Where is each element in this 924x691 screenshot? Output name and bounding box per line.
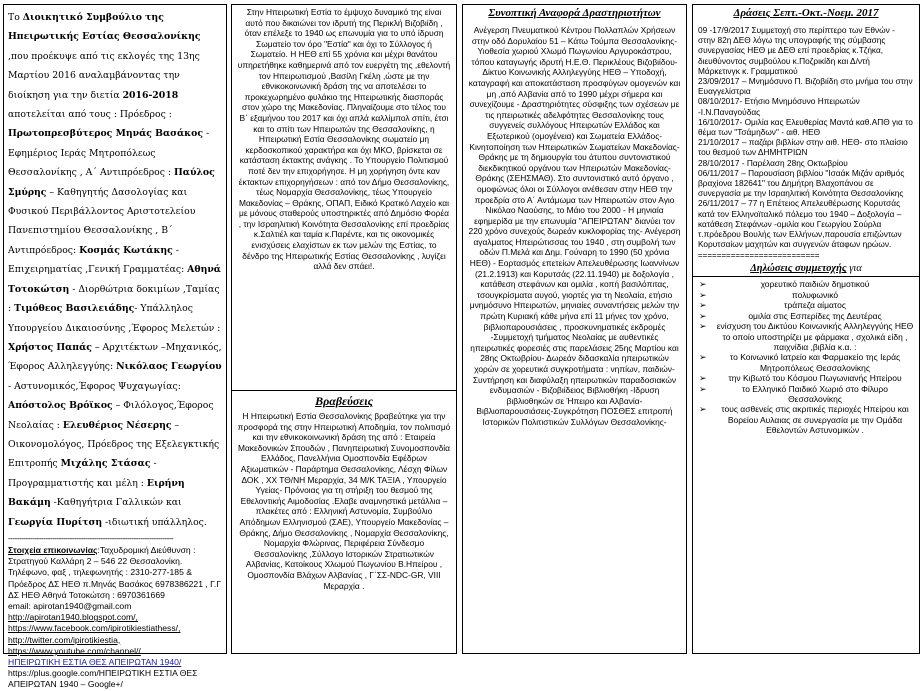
intro-text: ,που προέκυψε από τις εκλογές της 13ης Μαρτίου 2016 αναλαμβάνοντας την διοίκηση για την διετία xyxy=(8,50,200,101)
contact-email[interactable]: email: apirotan1940@gmail.com xyxy=(8,600,132,611)
declaration-item: ➢ τους ασθενείς στις ακριτικές περιοχές Ηπείρου και Βορείου Αυλαιας σε συνεργασία με την Ομάδα Εθελοντών Αστυνομικών . xyxy=(697,404,915,435)
member-name: Ελευθέριος Νέσερης xyxy=(62,419,172,431)
event-item: 21/10/2017 – παζάρι βιβλίων στην αιθ. ΗΕΘ- στο πλαίσιο του θεσμού των ΔΗΜΗΤΡΙΩΝ xyxy=(698,137,908,158)
member-name: Ειρήνη Βακάμη xyxy=(8,477,185,509)
member-desc: - Διορθώτρια δοκιμίων ,Ταμίας : xyxy=(8,283,220,315)
events-column xyxy=(692,4,920,654)
board-column xyxy=(3,4,227,690)
event-item: 26/11/2017 – 77 η Επέτειος Απελευθέρωσης Κορυτσάς κατά τον Ελληνοϊταλικό πόλεμο του 1940 – Δοξολογία – κατάθεση Στεφάνων -ομιλία κου Γεωργίου Σούρλα τ.πρόεδρου Βουλής των Ελλήνων,παρουσία επιζώντων Κορυτσαίων μαχητών και συγγενών άταφων ηρώων. xyxy=(698,198,902,250)
member-name: Τιμόθεος Βασιλειάδης xyxy=(14,303,135,315)
youtube-channel-link[interactable]: ΗΠΕΙΡΩΤΙΚΗ ΕΣΤΙΑ ΘΕΣ ΑΠΕΙΡΩΤΑΝ 1940/ xyxy=(8,657,182,667)
member-name: Χρήστος Παπάς xyxy=(8,341,92,353)
event-item: 16/10/2017- Ομιλία κας Ελευθερίας Μαντά καθ.ΑΠΘ για το θέμα των "Τσάμηδων" - αιθ. ΗΕΘ xyxy=(698,116,913,138)
member-name: Μιχάλης Στάσας xyxy=(60,458,151,470)
declaration-item: ➢ ενίσχυση του Δικτύου Κοινωνικής Αλληλεγγύης ΗΕΘ το οποίο υποστηρίζει με φάρμακα , σχολικά είδη , παιχνίδια ,βιβλία κ.α. : xyxy=(697,321,915,352)
google-plus-link[interactable]: https://plus.google.com/ΗΠΕΙΡΩΤΙΚΗ ΕΣΤΙΑ ΘΕΣ ΑΠΕΙΡΩΤΑΝ 1940 – Google+/ xyxy=(8,668,198,690)
member-name: Πρωτοπρεσβύτερος Μηνάς Βασάκος xyxy=(8,128,203,140)
awards-text: Η Ηπειρωτική Εστία Θεσσαλονίκης βραβεύτηκε για την προσφορά της στην Ηπειρωτική Αποδημία, τον πολιτισμό και την εθνικοκοινωνική δράση της από : Εταιρεία Μακεδονικών Σπουδών , Πανηπειρωτική Συνομοσπονδία Ελλάδος, Πανελλήνια Ομοσπονδία Εφέδρων Αξιωματικών - Παράρτημα Θεσσαλονίκης, Λέσχη Φίλων ΔΟΚ , ΧΧ ΤΘ/ΝΗ Μεραρχία, 34 Μ/Κ ΤΑΞΙΑ , Υπουργείο Υγείας- Πρόνοιας για τη στήριξη του θεσμού της Εθελοντικής Αιμοδοσίας .Ελαβε αναμνηστικά μετάλλια – πλακέτες από : Ελληνική Αστυνομία, Συμβούλιο Απόδημων Ελληνισμού (ΣΑΕ), Υπουργείο Μακεδονίας – Θράκης, Δήμο Θεσσαλονίκης , Νομαρχία Θεσσαλονίκης, Νομαρχία Φλώρινας, Περιφέρεια Σύνδεσμο Θεσσαλονίκης ,Σύλλογο Ιστορικών Στρατιωτικών Αλβανίας, Κατοίκους Χλωμού Πωγωνίου Β.Ηπείρου , Ομοσπονδία Βλάχων Αλβανίας , Γ΄ΣΣ-NDC-GR, VIII Μεραρχία . xyxy=(237,411,451,591)
awards-title: Βραβεύσεις xyxy=(315,394,373,408)
declarations-title-suffix: για xyxy=(846,263,862,275)
member-role: Πρόεδρος : xyxy=(119,109,172,121)
member-desc: - Υπάλληλος Υπουργείου Δικαιοσύνης ,Έφορος Μελετών : xyxy=(8,303,221,334)
divider: --------------------------------------------------------------------------- xyxy=(8,533,174,543)
member-name: Γεωργία Πυρίτση xyxy=(8,516,103,528)
member-desc: - Αστυνομικός,Έφορος Ψυχαγωγίας: xyxy=(8,380,181,392)
member-name: Απόστολος Βρόϊκος xyxy=(8,400,113,412)
activities-column xyxy=(462,4,687,654)
events-list xyxy=(693,23,919,251)
contact-title: Στοιχεία επικοινωνίας xyxy=(8,544,98,555)
facebook-link[interactable]: https://www.facebook.com/ipirotikiestiathess/, xyxy=(8,623,181,634)
declaration-item: ➢ χορευτικό παιδιών δημοτικού xyxy=(697,279,915,289)
declaration-item: ➢ πολυφωνικό xyxy=(697,290,915,300)
declarations-heading xyxy=(693,263,919,274)
member-desc: -Καθηγήτρια Γαλλικών και xyxy=(50,497,182,509)
history-text: Στην Ηπειρωτική Εστία το έμψυχο δυναμικό της είναι αυτό που δικαιώνει τον ιδρυτή της Περικλή Βιζοβιίδη , όταν επέλεξε το 1940 ως επωνυμία για το υπό ίδρυση Σωματείο τον όρο "Εστία" και όχι το Σύλλογος ή Σωματείο. Η ΗΕΘ επί 55 χρόνια και μέχρι θανάτου υπηρετήθηκε καθημερινά από τον ευεργέτη της ,εθελοντή τον Ηπειρωτισμού ,Βασίλη Γκέλη ,ώστε με την εθνικοκοινωνική δράση της να αποτελέσει το προκεχωρημένο φυλάκιο της Ηπειρωτικής διασποράς στον χώρο της Μακεδονίας. Πληναίζουμε στο τέλος του Β΄ εξαμήνου του 2017 και όχι απλά καλλίμπολ σπίτι, έτσι και το σπίτι των Ηπειρωτών της Θεσσαλονίκης, η Ηπειρωτική Εστία Θεσσαλονίκης σωματείο μη κερδοσκοπικού χαρακτήρα και όχι ΜΚΟ, βρίσκεται σε κατάσταση έκτακτης ανάγκης . Το Υπουργείο Πολιτισμού ποτέ δεν την επιχορήγησε. Η μη χορήγηση όντε καν έκτακτων επιχορηγήσεων : από τον Δήμο Θεσσαλονίκης, τέως Νομαρχία Θεσσαλονίκης, τέως Υπουργείο Μακεδονίας – Θράκης, ΟΠΑΠ, Ειδικό Κρατικό Λαχείο και με μόνους σταθερούς υποστηρικτές από Δημόσιο Φορέα , την Ισραηλιτική Κοινότητα Θεσσαλονίκης επί προεδρίας κ.Σαλτιέλ και ταμία κ.Παρέντε, και τις οικονομικές ενισχύσεις ελαχίστων εκ των μελών της Εστίας, το δένδρο της Ηπειρωτικής Εστίας Θεσσαλονίκης , λυγίζει αλλά δεν σπάει!. xyxy=(237,7,451,272)
event-item: 28/10/2017 - Παρέλαση 28ης Οκτωβρίου xyxy=(698,157,848,168)
member-name: Κοσμάς Κωτάκης xyxy=(79,244,173,256)
event-item: 09 -17/9/2017 Συμμετοχή στο περίπτερο των Εθνών - στην 82η ΔΕΘ λόγω της υπογραφής της σύμβασης συνεργασίας ΗΕΘ με ΔΕΘ επί προεδρίας κ.Τζήκα, διευθύνοντος συμβούλου κ.Ποζρικίδη και Δ/ντή Μάρκετινγκ κ. Γραμματικού xyxy=(698,25,895,76)
intro-text: Το xyxy=(8,12,23,23)
member-desc: -ιδιωτική υπάλληλος. xyxy=(102,516,207,528)
history-column xyxy=(231,4,457,654)
contact-block xyxy=(8,545,222,691)
intro-text: αποτελείται από τους : xyxy=(8,109,117,121)
member-desc: – Καθηγητής Δασολογίας και Φυσικού Περιβάλλοντος Αριστοτελείου Πανεπιστημίου Θεσσαλονίκης , Β΄ Αντιπρόεδρος: xyxy=(8,186,196,256)
declarations-list xyxy=(693,277,919,435)
member-name: Νικόλαος Γεωργίου xyxy=(116,361,222,373)
youtube-link[interactable]: https://www.youtube.com/channel// xyxy=(8,645,141,656)
declaration-item: ➢ ομιλία στις Εσπερίδες της Δευτέρας xyxy=(697,311,915,321)
blog-link[interactable]: http://apirotan1940.blogspot.com/, xyxy=(8,612,138,623)
event-item: 06/11/2017 – Παρουσίαση βιβλίου "Ισαάκ Μιζάν αριθμός βραχίονα 182641" του Δημήτρη Βλαχοπάνου σε συνεργασία με την Ισραηλιτική Κοινότητα Θεσσαλονίκης xyxy=(698,167,905,199)
member-name: Παύλος Σμύρης xyxy=(8,167,215,198)
declarations-box xyxy=(693,276,919,435)
activities-title: Συνοπτική Αναφορά Δραστηριοτήτων xyxy=(488,7,661,19)
contact-address: :Ταχυδρομική Διεύθυνση : Στρατηγού Καλλάρη 2 – 546 22 Θεσσαλονίκη. Τηλέφωνο, φαξ , τηλεφωνητής : 2310-277-185 & Πρόεδρος ΔΣ ΗΕΘ π.Μηνάς Βασάκος 6978386221 , Γ.Γ ΔΣ ΗΕΘ Αθηνά Τοτοκώτση : 6970361669 xyxy=(8,544,222,600)
declaration-item: ➢ το Κοινωνικό Ιατρείο και Φαρμακείο της Ιεράς Μητροπόλεως Θεσσαλονίκης xyxy=(697,352,915,373)
event-item: 23/09/2017 – Μνημόσυνο Π. Βιζοβιίδη στο μνήμα του στην Ευαγγελίστρια xyxy=(698,76,913,97)
member-name: Αθηνά Τοτοκώτση xyxy=(8,264,221,295)
awards-box xyxy=(232,391,456,593)
member-desc: – Φιλόλογος,Έφορος Νεολαίας : xyxy=(8,400,214,431)
member-desc: – Αρχιτέκτων –Μηχανικός, Έφορος Αλληλεγγύης: xyxy=(8,341,222,373)
declaration-item: ➢ το Ελληνικό Παιδικό Χωριό στο Φίλυρο Θεσσαλονίκης xyxy=(697,384,915,405)
board-name: Διοικητικό Συμβούλιο της Ηπειρωτικής Εστίας Θεσσαλονίκης xyxy=(8,12,201,43)
twitter-link[interactable]: http://twitter.com/ipirotikiestia, xyxy=(8,634,121,645)
events-title: Δράσεις Σεπτ.-Οκτ.-Νοεμ. 2017 xyxy=(733,7,879,19)
history-box xyxy=(232,5,456,391)
event-item: 08/10/2017- Ετήσιο Μνημόσυνο Ηπειρωτών -Ι.Ν.Παναγούδας xyxy=(698,96,860,117)
separator: ========================== xyxy=(698,251,820,261)
board-paragraph xyxy=(8,8,222,532)
member-desc: – Οικονομολόγος, Πρόεδρος της Εξελεγκτικής Επιτροπής xyxy=(8,419,220,470)
declarations-title: Δηλώσεις συμμετοχής xyxy=(750,263,847,275)
member-desc: - Εφημέριος Ιεράς Μητροπόλεως Θεσσαλονίκης , Α΄ Αντιπρόεδρος : xyxy=(8,128,210,179)
term-years: 2016-2018 xyxy=(122,89,179,101)
declaration-item: ➢ τράπεζα αίματος xyxy=(697,300,915,310)
member-desc: - Επιχειρηματίας ,Γενική Γραμματέας: xyxy=(8,244,188,276)
declaration-item: ➢ την Κιβωτό του Κόσμου Πωγωνιανής Ηπείρου xyxy=(697,373,915,383)
member-desc: - Προγραμματιστής και μέλη : xyxy=(8,458,157,489)
activities-text: Ανέγερση Πνευματικού Κέντρου Πολλαπλών Χρήσεων στην οδό Δορυλαίου 51 – Κάτω Τούμπα Θεσσαλονίκης- Υιοθεσία χωριού Χλωμό Πωγωνίου Αργυροκάστρου, τόπου καταγωγής ιδρυτή Η.Ε.Θ. Περικλέους Βιζοβιίδου- Δίκτυο Κοινωνικής Αλληλεγγύης ΗΕΘ – Υποδοχή, καταγραφή και αποκατάσταση προσφύγων ομογενών και μη ,από Αλβανία από το 1990 μέχρι σήμερα και συνεχίζουμε - Δραστηριότητες σύσφιξης των σχέσεων με τις ηπειρωτικές αδελφότητες Θεσσαλονίκης τους συγγενείς συλλόγους Ηπειρωτών Ελλάδος και Εξωτερικού (ομογένεια) και Σωματεία Ελλάδος- Κινητοποίηση των Ηπειρωτικών Σωματείων Μακεδονίας-Θράκης με τη δημιουργία του άτυπου συντονιστικού διεκδικητικού οργάνου των Ηπειρωτών Μακεδονίας- Θράκης (ΣΕΗΣΜΑΘ). Στο συντονιστικό αυτό όργανο , ομοφώνως όλοι οι Σύλλογοι ανέθεσαν στην ΗΕΘ την προεδρία στο Α΄ Αντάμωμα των Ηπειρωτών στον Αγιο Νικόλαο Ναούσης, το Μάιο του 2000 - Η μηνιαία εφημερίδα με την επωνυμία "ΑΠΕΙΡΩΤΑΝ" διανύει τον 220 χρόνο συνεχούς δωρεάν κυκλοφορίας της- Ανέγερση αγαλματος Ηπειρώτισσας του 1940 , στη συμβολή των οδών Π.Μελά και Δημ. Γούναρη το 1990 (50 χρόνια ΗΕΘ) - Εορτασμός επετείων Απελευθέρωσης Ιωαννίνων (21.2.1913) και Κορυτσάς (22.11.1940) με δοξολογία , κατάθεση στεφάνων και ομιλία , κοπή βασιλόπιτας, τσουγκρίσματα αυγού, γιορτές για τη Νεολαία, ετήσιο μνημόσυνο Ηπειρωτών, μηνιαίες συναντήσεις μελών την πρώτη Κυριακή κάθε μήνα επί 11 μήνες τον χρόνο, βιβλιοπαρουσιάσεις , προσκυνηματικές εκδρομές -Συμμετοχή τμήματος Νεολαίας με αυθεντικές ηπειρωτικές φορεσιές στις παρελάσεις 25ης Μαρτίου και 28ης Οκτωβρίου- Δωρεάν διδασκαλία ηπειρωτικών χορών σε χορευτικά συγκροτήματα : νηπίων, παιδιών-Συντήρηση και διαφύλαξη ηπειρωτικών παραδοσιακών ενδυμασιών - Βιζοβιίδειος Βιβλιοθήκη -Ιδρυση βιβλιοθηκών σε Ήπειρο και Αλβανία- Βιβλιοπαρουσιάσεις-Συγκρότηση ΠΟΣΘΕΣ επιτροπή Ιστορικών Πολιτιστικών Συλλόγων Θεσσαλονίκης- xyxy=(468,25,681,427)
